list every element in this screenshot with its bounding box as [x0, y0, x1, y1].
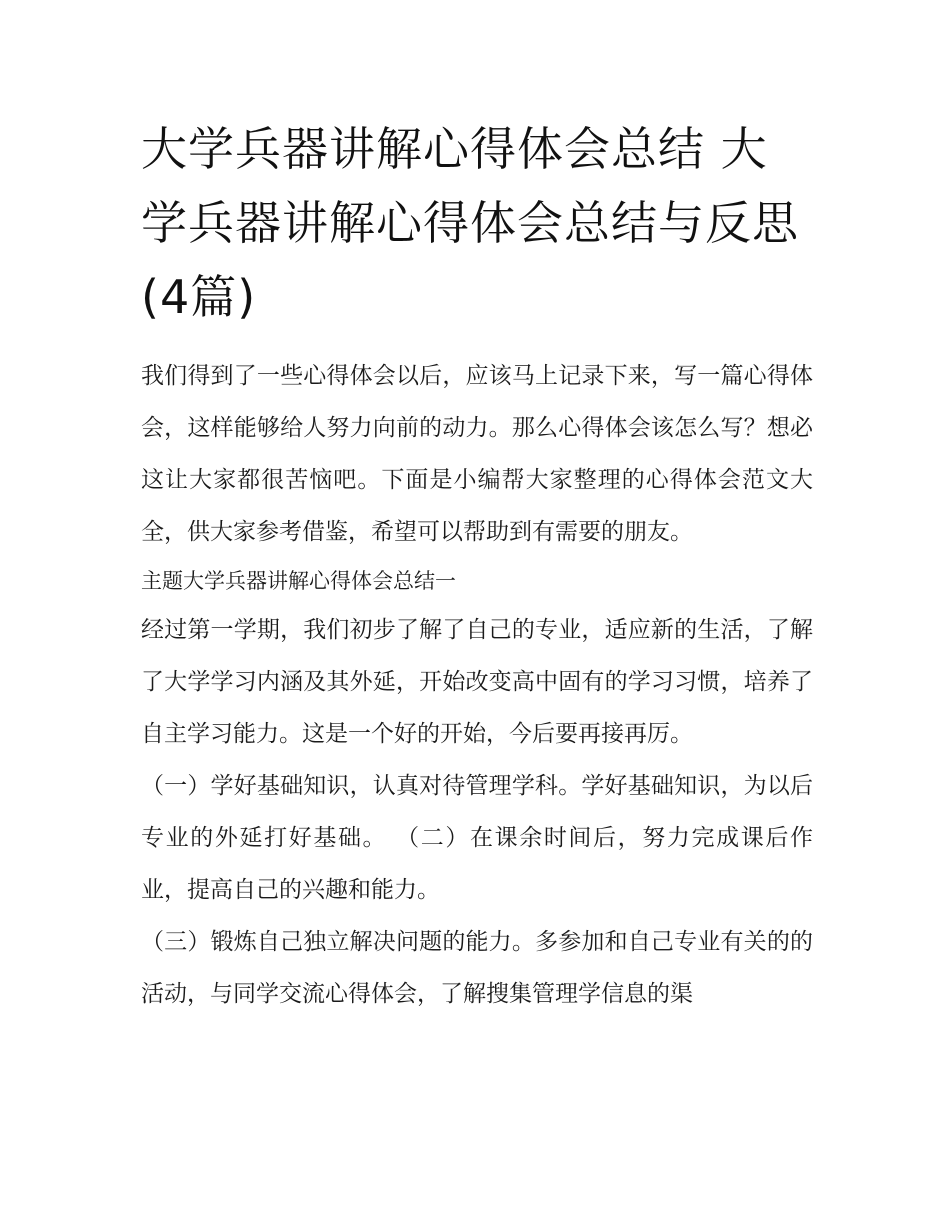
intro-paragraph: 我们得到了一些心得体会以后，应该马上记录下来，写一篇心得体会，这样能够给人努力向前的动力。那么心得体会该怎么写？想必这让大家都很苦恼吧。下面是小编帮大家整理的心得体会范文大全，供大家参考借鉴，希望可以帮助到有需要的朋友。 [141, 363, 813, 545]
body-paragraph-2: （一）学好基础知识，认真对待管理学科。学好基础知识，为以后专业的外延打好基础。 （二）在课余时间后，努力完成课后作业，提高自己的兴趣和能力。 [141, 773, 813, 903]
section-heading: 主题大学兵器讲解心得体会总结一 [141, 569, 456, 593]
body-paragraph-1: 经过第一学期，我们初步了解了自己的专业，适应新的生活，了解了大学学习内涵及其外延，开始改变高中固有的学习习惯，培养了自主学习能力。这是一个好的开始，今后要再接再厉。 [141, 617, 813, 747]
document-title: 大学兵器讲解心得体会总结 大学兵器讲解心得体会总结与反思(4篇) [141, 122, 799, 324]
body-paragraph-3: （三）锻炼自己独立解决问题的能力。多参加和自己专业有关的的活动，与同学交流心得体会，了解搜集管理学信息的渠 [141, 929, 813, 1007]
document-body [141, 112, 813, 1020]
